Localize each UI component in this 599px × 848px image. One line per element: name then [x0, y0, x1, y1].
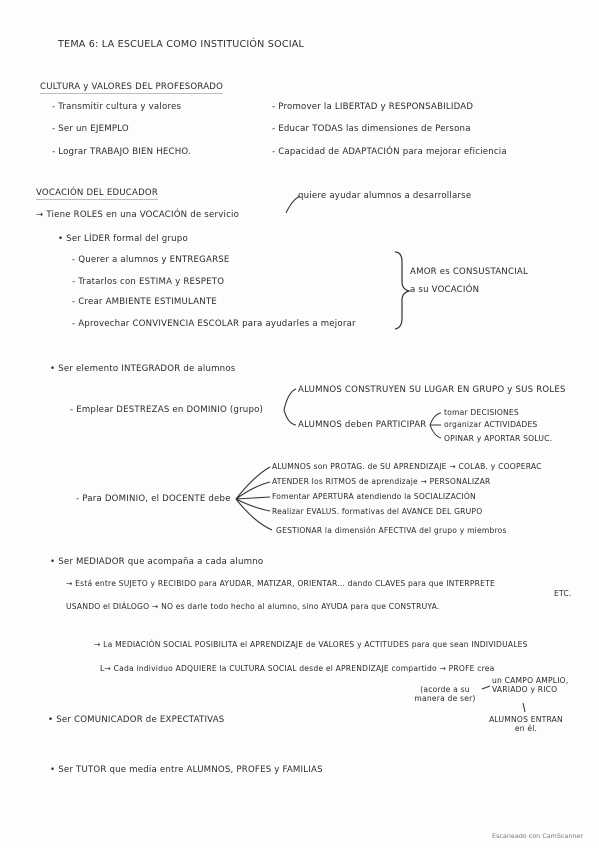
- branch-text: ALUMNOS CONSTRUYEN SU LUGAR EN GRUPO y SUS ROLES: [298, 385, 566, 395]
- leader-item: - Querer a alumnos y ENTREGARSE: [72, 255, 230, 265]
- culture-left-item: - Ser un EJEMPLO: [52, 124, 129, 134]
- participate-item: organizar ACTIVIDADES: [444, 420, 538, 429]
- teacher-must-item: GESTIONAR la dimensión AFECTIVA del grupo y miembros: [276, 526, 507, 535]
- tutor-role-line: • Ser TUTOR que media entre ALUMNOS, PROFES y FAMILIAS: [50, 765, 323, 775]
- vocation-note: quiere ayudar alumnos a desarrollarse: [298, 191, 472, 201]
- teacher-must-item: Realizar EVALUS. formativas del AVANCE DEL GRUPO: [272, 507, 483, 516]
- mediator-role-line: • Ser MEDIADOR que acompaña a cada alumno: [50, 557, 264, 567]
- side-note: (acorde a su manera de ser): [414, 685, 476, 703]
- section-heading-culture: CULTURA y VALORES DEL PROFESORADO: [40, 82, 224, 92]
- mediator-line-tail: ETC.: [554, 589, 572, 598]
- leader-item: - Tratarlos con ESTIMA y RESPETO: [72, 277, 225, 287]
- culture-right-item: - Promover la LIBERTAD y RESPONSABILIDAD: [272, 102, 474, 112]
- employ-skills-line: - Emplear DESTREZAS en DOMINIO (grupo): [70, 405, 264, 415]
- section-heading-vocation: VOCACIÓN DEL EDUCADOR: [36, 188, 159, 198]
- teacher-must-line: - Para DOMINIO, el DOCENTE debe: [76, 494, 231, 504]
- culture-left-item: - Transmitir cultura y valores: [52, 102, 182, 112]
- mediator-line: USANDO el DIÁLOGO → NO es darle todo hecho al alumno, sino AYUDA para que CONSTRUYA.: [66, 602, 440, 611]
- page-title: TEMA 6: LA ESCUELA COMO INSTITUCIÓN SOCIAL: [58, 39, 305, 50]
- scanner-footer: Escaneado con CamScanner: [492, 832, 583, 840]
- mediator-line: → Está entre SUJETO y RECIBIDO para AYUDAR, MATIZAR, ORIENTAR... dando CLAVES para que INTERPRETE: [66, 579, 495, 588]
- vocation-roles-line: → Tiene ROLES en una VOCACIÓN de servicio: [36, 210, 240, 220]
- brace-note-line: AMOR es CONSUSTANCIAL: [410, 267, 528, 277]
- brace-note-line: a su VOCACIÓN: [410, 285, 480, 295]
- teacher-must-item: Fomentar APERTURA atendiendo la SOCIALIZACIÓN: [272, 492, 476, 501]
- culture-left-item: - Lograr TRABAJO BIEN HECHO.: [52, 147, 191, 157]
- branch-text: ALUMNOS deben PARTICIPAR: [298, 420, 427, 430]
- leader-item: - Crear AMBIENTE ESTIMULANTE: [72, 297, 217, 307]
- communicator-role-line: • Ser COMUNICADOR de EXPECTATIVAS: [48, 715, 225, 725]
- mediation-line: L→ Cada individuo ADQUIERE la CULTURA SOCIAL desde el APRENDIZAJE compartido → PROFE crea: [100, 664, 495, 673]
- teacher-must-item: ALUMNOS son PROTAG. de SU APRENDIZAJE → COLAB. y COOPERAC: [272, 462, 542, 471]
- leader-role-line: • Ser LÍDER formal del grupo: [58, 234, 188, 244]
- mediation-line: → La MEDIACIÓN SOCIAL POSIBILITA el APRENDIZAJE de VALORES y ACTITUDES para que sean INDIVIDUALES: [94, 640, 528, 649]
- participate-item: OPINAR y APORTAR SOLUC.: [444, 434, 553, 443]
- participate-item: tomar DECISIONES: [444, 408, 519, 417]
- teacher-must-item: ATENDER los RITMOS de aprendizaje → PERSONALIZAR: [272, 477, 491, 486]
- side-note: ALUMNOS ENTRAN en él.: [489, 715, 563, 734]
- side-note: un CAMPO AMPLIO, VARIADO y RICO: [492, 676, 569, 695]
- leader-item: - Aprovechar CONVIVENCIA ESCOLAR para ayudarles a mejorar: [72, 319, 356, 329]
- culture-right-item: - Capacidad de ADAPTACIÓN para mejorar eficiencia: [272, 147, 507, 157]
- culture-right-item: - Educar TODAS las dimensiones de Persona: [272, 124, 471, 134]
- integrator-role-line: • Ser elemento INTEGRADOR de alumnos: [50, 364, 236, 374]
